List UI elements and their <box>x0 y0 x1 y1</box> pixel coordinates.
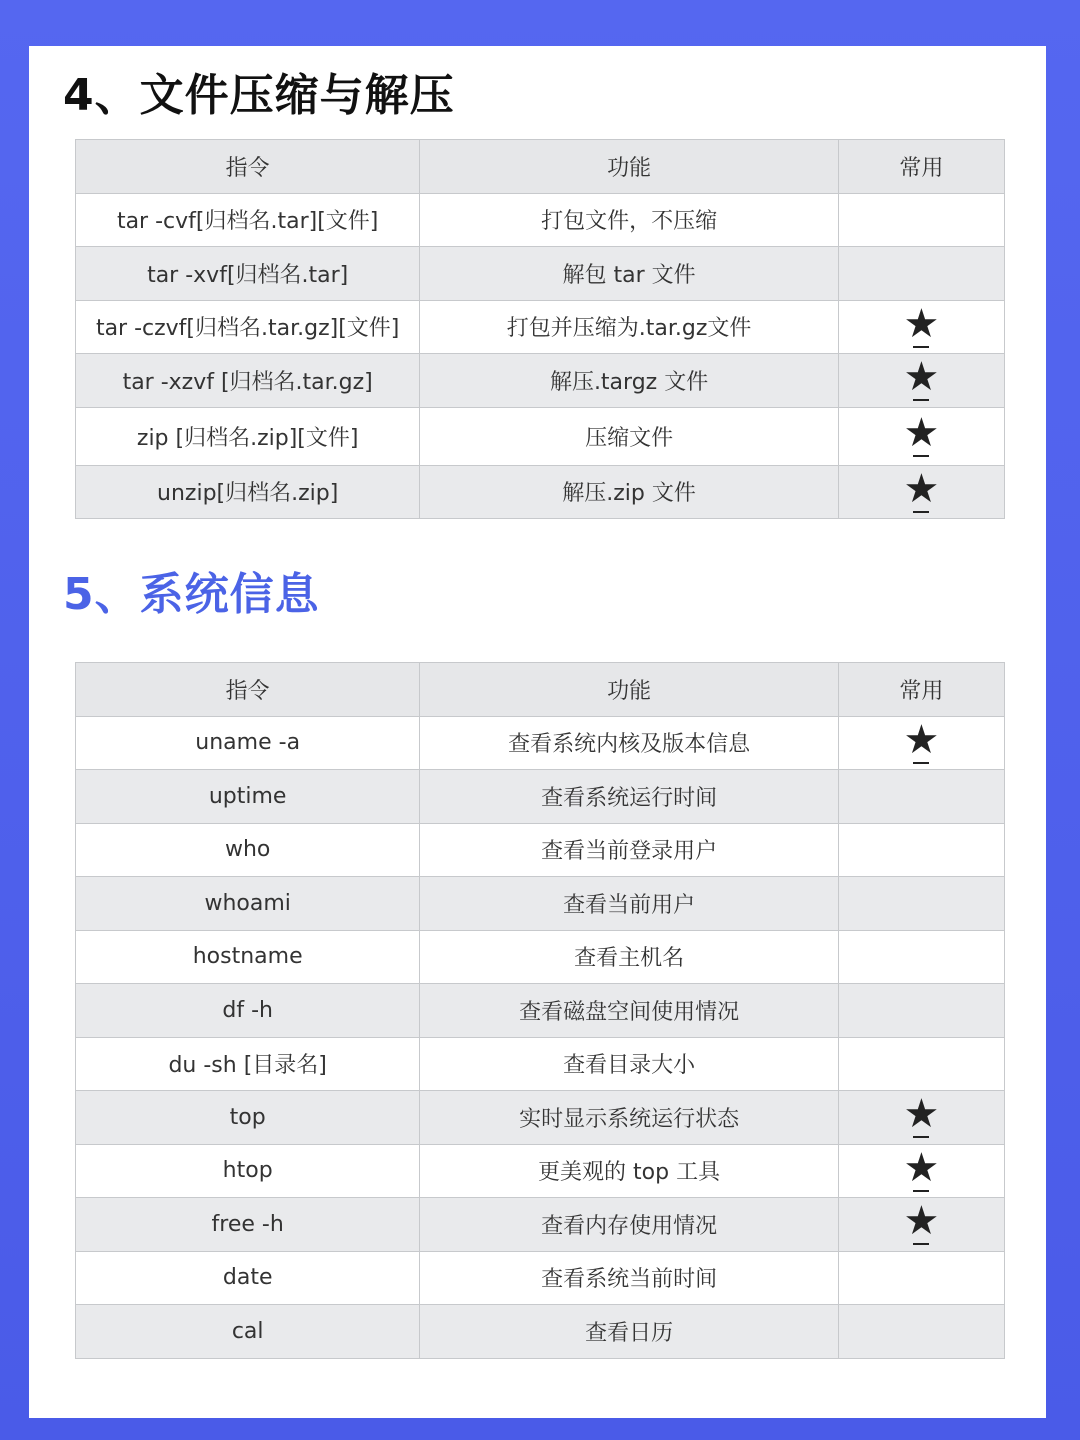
table-row <box>76 770 1005 824</box>
command-cell: free -h <box>76 1198 420 1252</box>
command-cell: top <box>76 1091 420 1145</box>
function-cell: 查看内存使用情况 <box>420 1198 838 1252</box>
table-row <box>76 193 1005 247</box>
function-cell: 打包并压缩为.tar.gz文件 <box>420 300 838 354</box>
function-cell: 查看系统内核及版本信息 <box>420 716 838 770</box>
function-cell: 查看目录大小 <box>420 1037 838 1091</box>
function-cell: 压缩文件 <box>420 407 838 465</box>
command-cell: df -h <box>76 984 420 1038</box>
section-4-title: 4、文件压缩与解压 <box>63 70 455 121</box>
command-cell: unzip[归档名.zip] <box>76 465 420 519</box>
star-icon: ★ <box>903 1198 940 1245</box>
common-cell <box>838 193 1004 247</box>
header-common: 常用 <box>838 663 1004 717</box>
function-cell: 查看系统运行时间 <box>420 770 838 824</box>
common-cell <box>838 1305 1004 1359</box>
command-cell: du -sh [目录名] <box>76 1037 420 1091</box>
table-row <box>76 465 1005 519</box>
function-cell: 打包文件，不压缩 <box>420 193 838 247</box>
common-cell <box>838 407 1004 465</box>
common-cell <box>838 823 1004 877</box>
table-row <box>76 1091 1005 1145</box>
command-cell: hostname <box>76 930 420 984</box>
command-cell: tar -cvf[归档名.tar][文件] <box>76 193 420 247</box>
table-row <box>76 407 1005 465</box>
command-cell: uname -a <box>76 716 420 770</box>
command-cell: tar -xzvf [归档名.tar.gz] <box>76 354 420 408</box>
header-function: 功能 <box>420 663 838 717</box>
function-cell: 查看日历 <box>420 1305 838 1359</box>
table-row <box>76 1037 1005 1091</box>
function-cell: 查看主机名 <box>420 930 838 984</box>
function-cell: 实时显示系统运行状态 <box>420 1091 838 1145</box>
header-command: 指令 <box>76 663 420 717</box>
compression-table <box>75 139 1005 519</box>
header-common: 常用 <box>838 140 1004 194</box>
table-row <box>76 716 1005 770</box>
table-row <box>76 247 1005 301</box>
common-cell <box>838 1037 1004 1091</box>
star-icon: ★ <box>903 300 940 347</box>
table-row <box>76 300 1005 354</box>
common-cell <box>838 716 1004 770</box>
table-row <box>76 877 1005 931</box>
table-header-row <box>76 140 1005 194</box>
document-page <box>29 46 1046 1418</box>
header-command: 指令 <box>76 140 420 194</box>
command-cell: tar -czvf[归档名.tar.gz][文件] <box>76 300 420 354</box>
function-cell: 查看磁盘空间使用情况 <box>420 984 838 1038</box>
star-icon: ★ <box>903 410 940 456</box>
header-function: 功能 <box>420 140 838 194</box>
command-cell: who <box>76 823 420 877</box>
common-cell <box>838 247 1004 301</box>
table-row <box>76 823 1005 877</box>
command-cell: uptime <box>76 770 420 824</box>
common-cell <box>838 1251 1004 1305</box>
command-cell: date <box>76 1251 420 1305</box>
command-cell: cal <box>76 1305 420 1359</box>
star-icon: ★ <box>903 1091 940 1138</box>
common-cell <box>838 1198 1004 1252</box>
command-cell: zip [归档名.zip][文件] <box>76 407 420 465</box>
section-5-title: 5、系统信息 <box>63 569 320 620</box>
command-cell: tar -xvf[归档名.tar] <box>76 247 420 301</box>
table-row <box>76 1251 1005 1305</box>
function-cell: 查看当前登录用户 <box>420 823 838 877</box>
table-row <box>76 1305 1005 1359</box>
table-row <box>76 1144 1005 1198</box>
table-row <box>76 1198 1005 1252</box>
table-header-row <box>76 663 1005 717</box>
common-cell <box>838 1144 1004 1198</box>
star-icon: ★ <box>903 465 940 512</box>
function-cell: 更美观的 top 工具 <box>420 1144 838 1198</box>
star-icon: ★ <box>903 354 940 401</box>
star-icon: ★ <box>903 1144 940 1191</box>
function-cell: 查看当前用户 <box>420 877 838 931</box>
function-cell: 解包 tar 文件 <box>420 247 838 301</box>
command-cell: htop <box>76 1144 420 1198</box>
common-cell <box>838 300 1004 354</box>
system-info-table <box>75 662 1005 1359</box>
function-cell: 解压.zip 文件 <box>420 465 838 519</box>
star-icon: ★ <box>903 716 940 763</box>
common-cell <box>838 984 1004 1038</box>
function-cell: 查看系统当前时间 <box>420 1251 838 1305</box>
common-cell <box>838 1091 1004 1145</box>
common-cell <box>838 465 1004 519</box>
common-cell <box>838 354 1004 408</box>
common-cell <box>838 877 1004 931</box>
table-row <box>76 930 1005 984</box>
function-cell: 解压.targz 文件 <box>420 354 838 408</box>
common-cell <box>838 930 1004 984</box>
command-cell: whoami <box>76 877 420 931</box>
common-cell <box>838 770 1004 824</box>
table-row <box>76 984 1005 1038</box>
table-row <box>76 354 1005 408</box>
